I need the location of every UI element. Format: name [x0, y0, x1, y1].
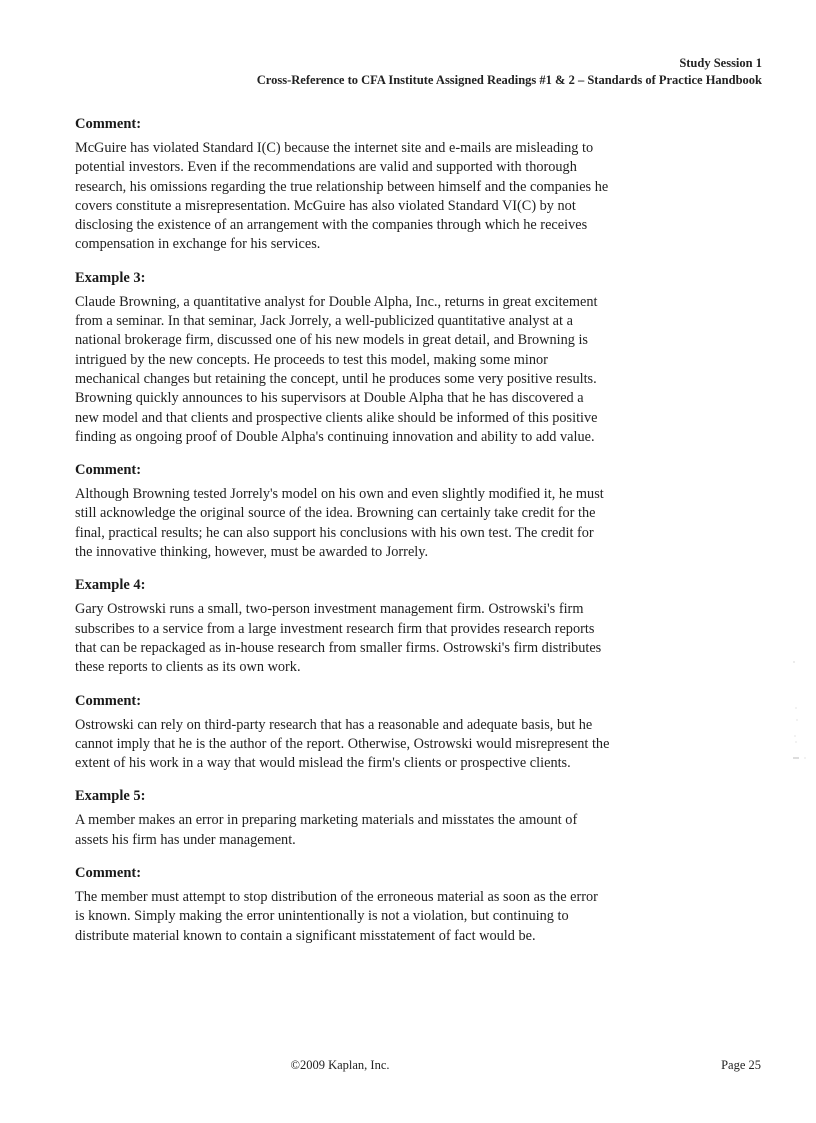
section-paragraph: The member must attempt to stop distribution of the erroneous material as soon as the error is known. Simply making the error unintentionally is not a violation, but continuing to distribute material known to contain a significant misstatement of fact would be. — [75, 889, 598, 944]
copyright-footer: ©2009 Kaplan, Inc. — [290, 1058, 390, 1072]
section-example-5 — [75, 788, 610, 850]
section-comment-1 — [75, 116, 610, 255]
section-comment-4 — [75, 865, 610, 946]
section-comment-3 — [75, 693, 610, 774]
section-paragraph: McGuire has violated Standard I(C) because the internet site and e-mails are misleading to potential investors. Even if the recommendations are valid and supported with thorough research, his omissions regarding the true relationship between himself and the companies he covers constitute a misrepresentation. McGuire has also violated Standard VI(C) by not disclosing the existence of an arrangement with the companies through which he receives compensation in exchange for his services. — [75, 140, 609, 253]
section-paragraph: Although Browning tested Jorrely's model on his own and even slightly modified it, he must still acknowledge the original source of the idea. Browning can certainly take credit for the final, practical results; he can also support his conclusions with his own test. The credit for the innovative thinking, however, must be awarded to Jorrely. — [75, 486, 604, 561]
section-paragraph: Gary Ostrowski runs a small, two-person investment management firm. Ostrowski's firm subscribes to a service from a large investment research firm that provides research reports that can be repackaged as in-house research from smaller firms. Ostrowski's firm distributes these reports to clients as its own work. — [75, 601, 602, 676]
section-paragraph: A member makes an error in preparing marketing materials and misstates the amount of assets his firm has under management. — [75, 812, 578, 848]
section-heading: Comment: — [75, 462, 142, 479]
study-session-label: Study Session 1 — [679, 56, 762, 70]
section-heading: Comment: — [75, 865, 142, 882]
section-example-3 — [75, 270, 610, 447]
section-comment-2 — [75, 462, 610, 562]
section-example-4 — [75, 577, 610, 677]
section-heading: Example 4: — [75, 577, 146, 594]
page-header — [257, 55, 762, 89]
section-paragraph: Ostrowski can rely on third-party research that has a reasonable and adequate basis, but he cannot imply that he is the author of the report. Otherwise, Ostrowski would misrepresent the extent of his work in a way that would mislead the firm's clients or prospective clients. — [75, 716, 610, 772]
section-heading: Comment: — [75, 692, 142, 709]
cross-reference-label: Cross-Reference to CFA Institute Assigned Readings #1 & 2 – Standards of Practice Handbook — [256, 73, 762, 87]
section-heading: Example 5: — [75, 788, 146, 805]
section-heading: Example 3: — [75, 269, 146, 286]
scan-specks-decoration — [790, 660, 810, 770]
section-heading: Comment: — [75, 116, 142, 132]
page-body — [75, 116, 610, 961]
section-paragraph: Claude Browning, a quantitative analyst for Double Alpha, Inc., returns in great excitement from a seminar. In that seminar, Jack Jorrely, a well-publicized quantitative analyst at a national brokerage firm, discussed one of his new models in great detail, and Browning is intrigued by the new concepts. He proceeds to test this model, making some minor mechanical changes but retaining the concept, until he produces some very positive results. Browning quickly announces to his supervisors at Double Alpha that he has discovered a new model and that clients and prospective clients alike should be informed of this positive finding as ongoing proof of Double Alpha's continuing innovation and ability to add value. — [75, 293, 598, 445]
page-number: Page 25 — [721, 1058, 761, 1072]
